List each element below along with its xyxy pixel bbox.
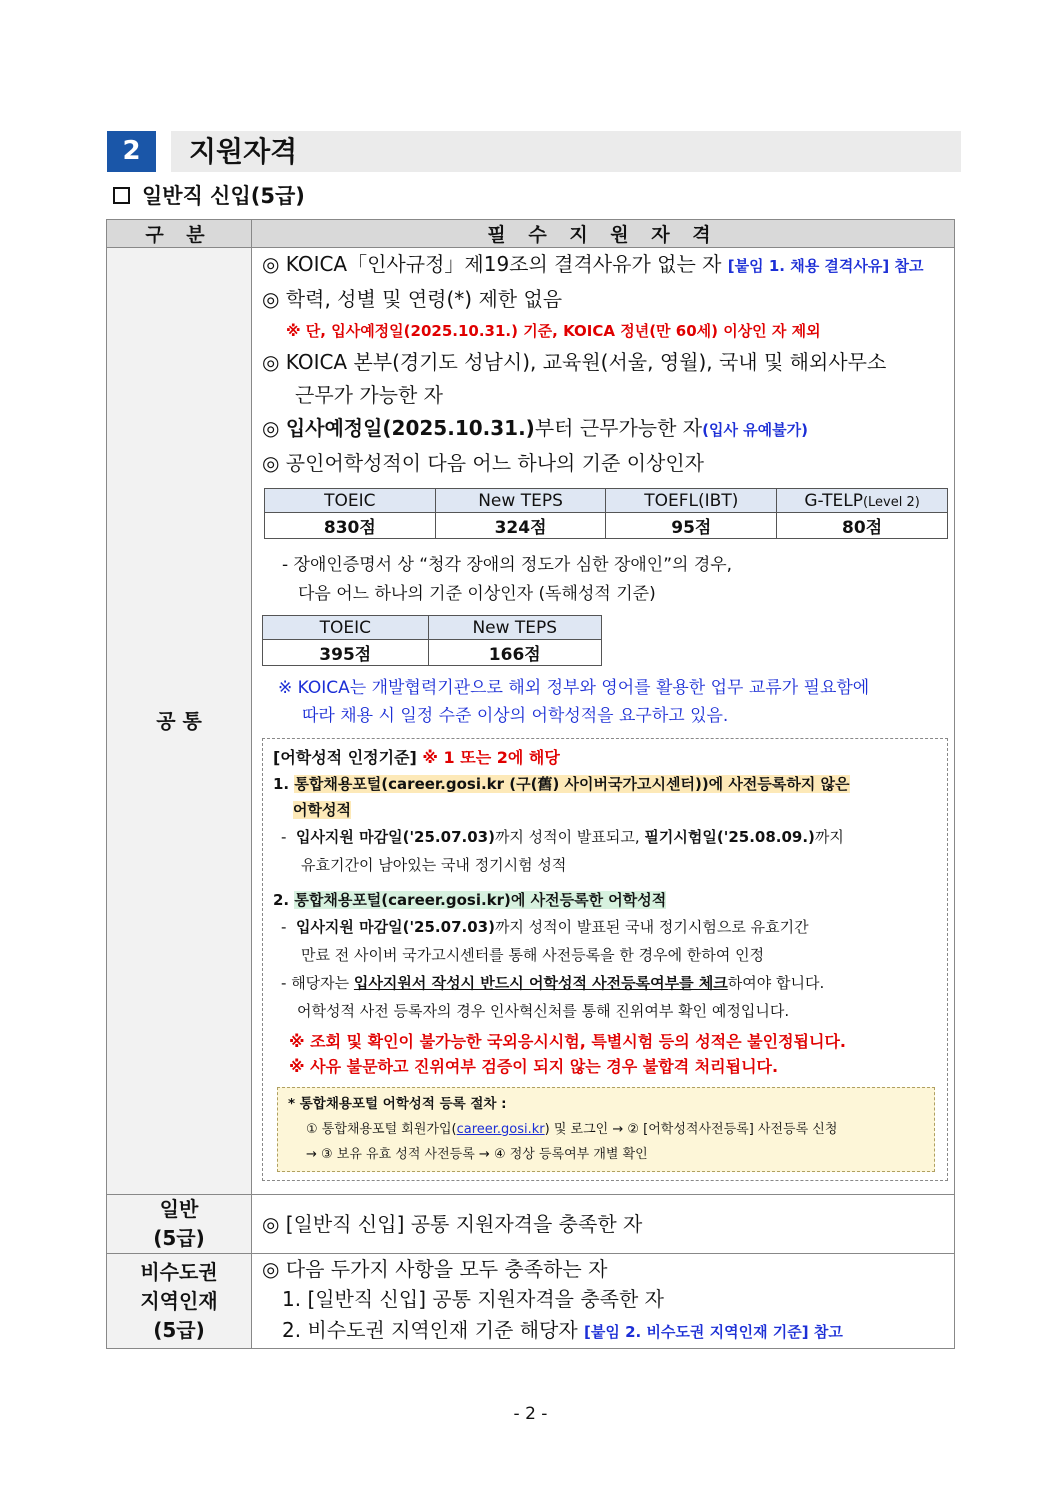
checkbox-square-icon <box>113 187 130 204</box>
common-row <box>107 248 955 1195</box>
req-location-a: ◎ KOICA 본부(경기도 성남시), 교육원(서울, 영월), 국내 및 해외사무소 <box>262 350 887 374</box>
criteria-item-1-detail: - 입사지원 마감일('25.07.03)까지 성적이 발표되고, 필기시험일('25.08.09.)까지 <box>281 828 844 846</box>
career-gosi-link[interactable]: career.gosi.kr <box>456 1122 545 1137</box>
koica-note-1: ※ KOICA는 개발협력기관으로 해외 정부와 영어를 활용한 업무 교류가 필요함에 <box>278 678 870 698</box>
section-title-bar <box>171 131 961 172</box>
common-content <box>252 248 955 1195</box>
disability-note-1: - 장애인증명서 상 “청각 장애의 정도가 심한 장애인”의 경우, <box>282 555 733 575</box>
req-start-date: ◎ 입사예정일(2025.10.31.)부터 근무가능한 자(입사 유예불가) <box>262 416 808 440</box>
common-label: 공 통 <box>107 248 252 1195</box>
req-location-b: 근무가 가능한 자 <box>295 383 443 407</box>
req-disqualification: ◎ KOICA「인사규정」제19조의 결격사유가 없는 자 [붙임 1. 채용 결격사유] 참고 <box>262 252 924 276</box>
appendix2-ref: [붙임 2. 비수도권 지역인재 기준] 참고 <box>584 1323 843 1341</box>
subheading <box>113 180 305 210</box>
koica-note-2: 따라 채용 시 일정 수준 이상의 어학성적을 요구하고 있음. <box>302 706 729 726</box>
req-no-limit: ◎ 학력, 성별 및 연령(*) 제한 없음 <box>262 287 563 311</box>
disability-score-table: TOEIC New TEPS 395점 166점 <box>262 615 602 666</box>
req-language: ◎ 공인어학성적이 다음 어느 하나의 기준 이상인자 <box>262 451 704 475</box>
language-score-table <box>264 488 948 539</box>
criteria-title: [어학성적 인정기준] ※ 1 또는 2에 해당 <box>273 748 560 767</box>
score-value-row: 830점 324점 95점 80점 <box>265 513 948 539</box>
section-number: 2 <box>107 131 156 172</box>
qualification-table <box>106 219 955 1349</box>
subheading-text: 일반직 신입(5급) <box>142 184 305 208</box>
header-requirements: 필 수 지 원 자 격 <box>252 220 955 248</box>
criteria-item-2-detail: - 입사지원 마감일('25.07.03)까지 성적이 발표된 국내 정기시험으로 유효기간 <box>281 918 809 936</box>
registration-procedure-box: * 통합채용포털 어학성적 등록 절차 : ① 통합채용포털 회원가입(career.gosi.kr) 및 로그인 → ② [어학성적사전등록] 사전등록 신청 → ③ 보유 유효 성적 사전등록 → ④ 정상 등록여부 개별 확인 <box>277 1087 935 1172</box>
regional-content: ◎ 다음 두가지 사항을 모두 충족하는 자 1. [일반직 신입] 공통 지원자격을 충족한 자 2. 비수도권 지역인재 기준 해당자 [붙임 2. 비수도권 지역인재 기준] 참고 <box>252 1254 955 1349</box>
warning-2: ※ 사유 불문하고 진위여부 검증이 되지 않는 경우 불합격 처리됩니다. <box>289 1057 779 1076</box>
warning-1: ※ 조회 및 확인이 불가능한 국외응시시험, 특별시험 등의 성적은 불인정됩니다. <box>289 1032 846 1051</box>
criteria-item-2: 2. 통합채용포털(career.gosi.kr)에 사전등록한 어학성적 <box>273 891 667 909</box>
general-row <box>107 1195 955 1254</box>
section-header <box>107 131 961 172</box>
score-header-row: TOEIC New TEPS TOEFL(IBT) G-TELP(Level 2) <box>265 489 948 513</box>
appendix1-ref: [붙임 1. 채용 결격사유] 참고 <box>727 257 924 275</box>
header-category: 구 분 <box>107 220 252 248</box>
regional-row <box>107 1254 955 1349</box>
criteria-box: [어학성적 인정기준] ※ 1 또는 2에 해당 1. 통합채용포털(career.gosi.kr (구(舊) 사이버국가고시센터))에 사전등록하지 않은 어학성적 - 입사지원 마감일('25.07.03)까지 성적이 발표되고, 필기시험일('25.08.09.)까지 유효기간이 남아있는 국내 정기시험 성적 2. 통합채용포털(career.gosi.kr)에 사전등록한 어학성적 - 입사지원 마감일('25.07.03)까지 성적이 발표된 국내 정기시험으로 유효기간 만료 전 사이버 국가고시센터를 통해 사전등록을 한 경우에 한하여 인정 - 해당자는 입사지원서 작성시 반드시 어학성적 사전등록여부를 체크하여야 합니다. 어학성적 사전 등록자의 경우 인사혁신처를 통해 진위여부 확인 예정입니다. ※ 조회 및 확인이 불가능한 국외응시시험, 특별시험 등의 성적은 불인정됩니다. ※ 사유 불문하고 진위여부 검증이 되지 않는 경우 불합격 처리됩니다. * 통합채용포털 어학성적 등록 절차 : ① 통합채용포털 회원가입(career.gosi.kr) 및 로그인 → ② [어학성적사전등록] 사전등록 신청 → ③ 보유 유효 성적 사전등록 → ④ 정상 등록여부 개별 확인 <box>262 738 948 1181</box>
general-label: 일반 (5급) <box>107 1195 252 1254</box>
disability-note-2: 다음 어느 하나의 기준 이상인자 (독해성적 기준) <box>298 584 656 604</box>
retirement-note: ※ 단, 입사예정일(2025.10.31.) 기준, KOICA 정년(만 60세) 이상인 자 제외 <box>286 322 821 340</box>
regional-label: 비수도권 지역인재 (5급) <box>107 1254 252 1349</box>
section-title: 지원자격 <box>189 135 298 168</box>
criteria-item-1: 1. 통합채용포털(career.gosi.kr (구(舊) 사이버국가고시센터))에 사전등록하지 않은 <box>273 775 850 793</box>
page-number: - 2 - <box>513 1404 548 1424</box>
table-header-row <box>107 220 955 248</box>
general-content: ◎ [일반직 신입] 공통 지원자격을 충족한 자 <box>252 1195 955 1254</box>
